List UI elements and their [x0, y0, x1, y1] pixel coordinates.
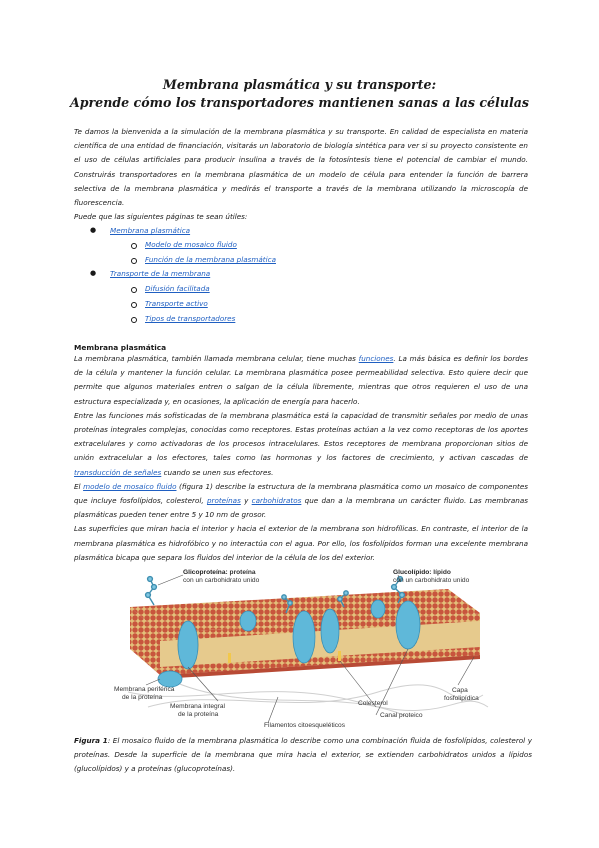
link-funcion-membrana[interactable]: Función de la membrana plasmática: [145, 255, 276, 264]
label-glycoprotein-2: con un carbohidrato unido: [183, 577, 260, 584]
label-filaments: Filamentos citoesqueléticos: [264, 722, 345, 729]
label-bilayer-2: fosfolipídica: [444, 695, 479, 702]
link-carbohidratos[interactable]: carbohidratos: [251, 496, 302, 506]
figure-caption: Figura 1: El mosaico fluido de la membrana plasmática lo describe como una combinación fluida de fosfolípidos, colesterol y proteínas. Desde la superficie de la membrana que mira hacia el exterior, se extienden carbohidratos unidos a lípidos (glucolípidos) y a proteínas (glucoproteínas).: [74, 736, 532, 774]
bullet-icon: ●: [90, 226, 97, 234]
label-cholesterol: Colesterol: [358, 700, 388, 707]
label-glycoprotein: Glicoproteína: proteína: [183, 569, 256, 576]
link-mosaico-fluido[interactable]: modelo de mosaico fluido: [83, 481, 177, 491]
label-glycolipid: Glucolípido: lípido: [393, 569, 451, 576]
section-body: [74, 352, 528, 565]
page-subtitle: Aprende cómo los transportadores mantienen sanas a las células: [69, 95, 530, 110]
circle-bullet-icon: [131, 302, 137, 308]
intro-block: [74, 125, 528, 224]
paragraph-1: La membrana plasmática, también llamada membrana celular, tiene muchas funciones. La más básica es definir los bordes de la célula y mantener la función celular. La membrana plasmática posee permeabilidad selectiva. Esto quiere decir que permite que algunos materiales entren o salgan de la célula libremente, mientras que otros requieren el uso de una estructura especializada y, en ocasiones, la aplicación de energía para hacerlo.: [74, 354, 528, 406]
link-difusion-facilitada[interactable]: Difusión facilitada: [145, 284, 210, 293]
link-transduccion[interactable]: transducción de señales: [74, 467, 162, 477]
circle-bullet-icon: [131, 243, 137, 249]
label-glycolipid-2: con un carbohidrato unido: [393, 577, 470, 584]
circle-bullet-icon: [131, 287, 137, 293]
label-bilayer-1: Capa: [452, 687, 468, 694]
intro-paragraph: Te damos la bienvenida a la simulación de la membrana plasmática y su transporte. En calidad de especialista en materia científica de una entidad de financiación, visitarás un laboratorio de biología sintética para ver si su proyecto consistente en el uso de células artificiales para producir insulina a través de la fotosíntesis tiene el potencial de cambiar el mundo. Construirás transportadores en la membrana plasmática de un modelo de célula para entender la función de barrera selectiva de la membrana plasmática y medirás el transporte a través de la membrana utilizando la microscopía de fluorescencia.: [74, 127, 528, 208]
link-funciones[interactable]: funciones: [358, 354, 394, 363]
label-peripheral-1: Membrana periférica: [114, 686, 175, 693]
membrane-figure: [108, 567, 492, 732]
circle-bullet-icon: [131, 258, 137, 264]
paragraph-4: Las superficies que miran hacia el interior y hacia el exterior de la membrana son hidrofílicas. En contraste, el interior de la membrana plasmática es hidrofóbico y no interactúa con el agua. Por ello, los fosfolípidos forman una excelente membrana plasmática bicapa que separa los fluidos del interior de la célula de los del exterior.: [74, 524, 528, 562]
circle-bullet-icon: [131, 317, 137, 323]
label-integral-2: de la proteína: [178, 711, 219, 718]
link-tipos-transportadores[interactable]: Tipos de transportadores: [145, 314, 236, 323]
peripheral-protein: [158, 671, 182, 687]
link-transporte-membrana[interactable]: Transporte de la membrana: [110, 269, 211, 278]
label-peripheral-2: de la proteína: [122, 694, 163, 701]
page-title: Membrana plasmática y su transporte:: [162, 77, 437, 92]
link-membrana-plasmatica[interactable]: Membrana plasmática: [110, 226, 191, 235]
link-proteinas[interactable]: proteínas: [206, 496, 241, 506]
label-channel: Canal proteico: [380, 712, 423, 719]
bullet-icon: ●: [90, 269, 97, 277]
pages-line: Puede que las siguientes páginas te sean útiles:: [74, 212, 248, 222]
label-integral-1: Membrana integral: [170, 703, 225, 710]
section-heading: Membrana plasmática: [74, 343, 167, 352]
paragraph-2: Entre las funciones más sofisticadas de la membrana plasmática está la capacidad de transmitir señales por medio de unas proteínas integrales complejas, conocidas como receptores. Estas proteínas actúan a la vez como receptoras de los aportes extracelulares y como activadoras de los procesos intracelulares. Estos receptores de membrana proporcionan sitios de unión extracelular a los efectores, tales como las hormonas y los factores de crecimiento, y activan cascadas de transducción de señales cuando se unen sus efectores.: [74, 410, 528, 477]
link-transporte-activo[interactable]: Transporte activo: [145, 299, 208, 308]
link-modelo-mosaico[interactable]: Modelo de mosaico fluido: [145, 240, 237, 249]
paragraph-3: El modelo de mosaico fluido (figura 1) describe la estructura de la membrana plasmática como un mosaico de componentes que incluye fosfolípidos, colesterol, proteínas y carbohidratos que dan a la membrana un carácter fluido. Las membranas plasmáticas pueden tener entre 5 y 10 nm de grosor.: [74, 481, 529, 520]
